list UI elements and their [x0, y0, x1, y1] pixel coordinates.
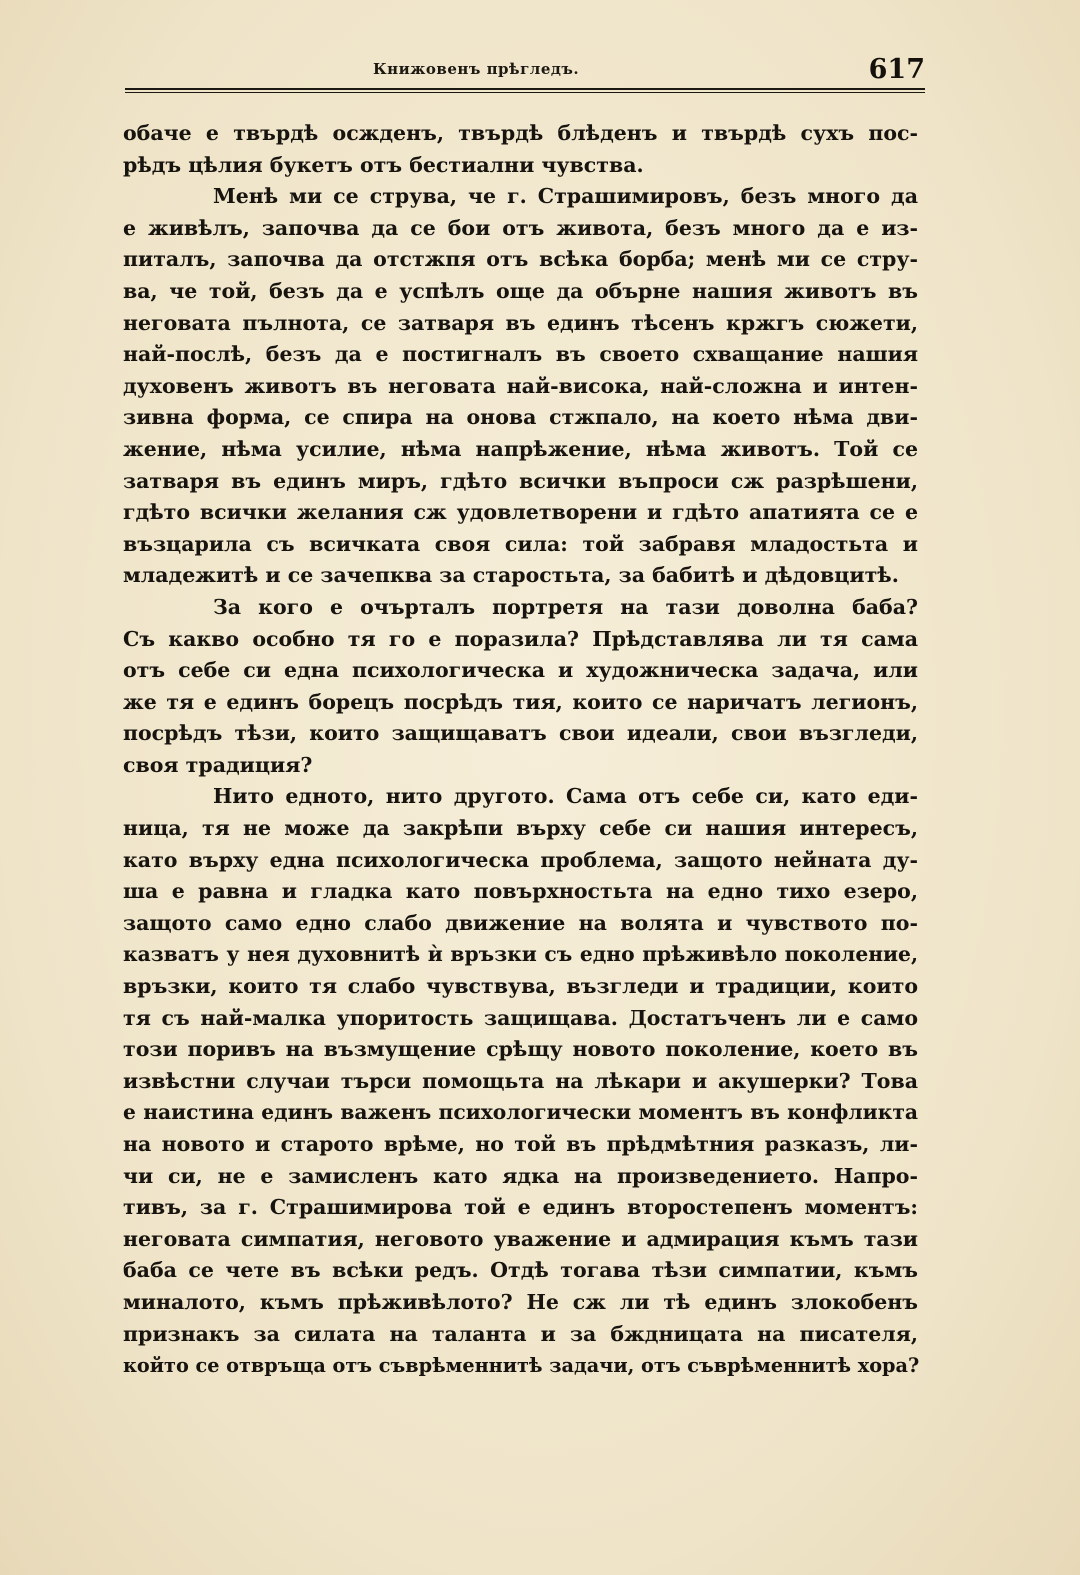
- text-line: е наистина единъ важенъ психологически моментъ въ конфликта: [123, 1100, 918, 1125]
- text-line: ша е равна и гладка като повърхностьта на едно тихо езеро,: [123, 879, 918, 904]
- text-line: връзки, които тя слабо чувствува, възгледи и традиции, които: [123, 974, 918, 999]
- header-rule: [125, 88, 925, 90]
- text-line: извѣстни случаи търси помощьта на лѣкари и акушерки? Това: [123, 1068, 918, 1093]
- text-line: признакъ за силата на таланта и за бждницата на писателя,: [123, 1321, 918, 1346]
- header-rule-thin: [125, 92, 925, 93]
- text-line: тивъ, за г. Страшимирова той е единъ второстепенъ моментъ:: [123, 1195, 918, 1220]
- text-line: За кого е очърталъ портретя на тази доволна баба?: [213, 594, 918, 619]
- text-line: чи си, не е замисленъ като ядка на произведението. Напро-: [123, 1163, 918, 1188]
- text-line: рѣдъ цѣлия букетъ отъ бестиални чувства.: [123, 152, 644, 177]
- text-line: Съ какво особно тя го е поразила? Прѣдставлява ли тя сама: [123, 626, 918, 651]
- text-line: който се отвръща отъ съврѣменнитѣ задачи, отъ съврѣменнитѣ хора?: [123, 1354, 920, 1378]
- text-line: гдѣто всички желания сж удовлетворени и гдѣто апатията се е: [123, 500, 918, 525]
- text-line: младежитѣ и се зачепква за старостьта, за бабитѣ и дѣдовцитѣ.: [123, 563, 899, 588]
- text-line: баба се чете въ всѣки редъ. Отдѣ тогава тѣзи симпатии, къмъ: [123, 1258, 918, 1283]
- text-line: жение, нѣма усилие, нѣма напрѣжение, нѣма животъ. Той се: [123, 436, 918, 461]
- text-line: казватъ у нея духовнитѣ ѝ връзки съ едно прѣживѣло поколение,: [123, 942, 918, 967]
- text-line: ница, тя не може да закрѣпи върху себе си нашия интересъ,: [123, 816, 918, 841]
- text-line: този поривъ на възмущение срѣщу новото поколение, което въ: [123, 1037, 918, 1062]
- text-line: защото само едно слабо движение на волята и чувството по-: [123, 910, 918, 935]
- text-line: неговата симпатия, неговото уважение и адмирация къмъ тази: [123, 1226, 918, 1251]
- text-line: духовенъ животъ въ неговата най-висока, най-сложна и интен-: [123, 373, 918, 398]
- text-line: ва, че той, безъ да е успѣлъ още да обърне нашия животъ въ: [123, 278, 918, 303]
- text-line: възцарила съ всичката своя сила: той забравя младостьта и: [123, 531, 918, 556]
- text-line: най-послѣ, безъ да е постигналъ въ своето схващание нашия: [123, 342, 918, 367]
- text-line: посрѣдъ тѣзи, които защищаватъ свои идеали, свои възгледи,: [123, 721, 918, 746]
- text-line: на новото и старото врѣме, но той въ прѣдмѣтния разказъ, ли-: [123, 1132, 918, 1156]
- body-text: [123, 118, 918, 1382]
- page-header: [125, 52, 925, 92]
- text-line: Нито едното, нито другото. Сама отъ себе си, като еди-: [213, 784, 918, 809]
- text-line: неговата пълнота, се затваря въ единъ тѣсенъ кржгъ сюжети,: [123, 310, 918, 335]
- page-number: 617: [868, 54, 925, 85]
- text-line: обаче е твърдѣ осжденъ, твърдѣ блѣденъ и твърдѣ сухъ пос-: [123, 121, 918, 145]
- text-line: отъ себе си една психологическа и художническа задача, или: [123, 658, 918, 683]
- text-line: е живѣлъ, започва да се бои отъ живота, безъ много да е из-: [123, 215, 918, 240]
- text-line: миналото, къмъ прѣживѣлото? Не сж ли тѣ единъ злокобенъ: [123, 1289, 918, 1314]
- text-line: питалъ, започва да отстжпя отъ всѣка борба; менѣ ми се стру-: [123, 247, 918, 272]
- text-line: затваря въ единъ миръ, гдѣто всички въпроси сж разрѣшени,: [123, 468, 918, 493]
- text-line: зивна форма, се спира на онова стжпало, на което нѣма дви-: [123, 405, 918, 430]
- text-line: като върху една психологическа проблема, защото нейната ду-: [123, 847, 918, 872]
- text-line: Менѣ ми се струва, че г. Страшимировъ, безъ много да: [213, 184, 918, 209]
- running-title: Книжовенъ прѣгледъ.: [373, 60, 580, 78]
- text-line: же тя е единъ борецъ посрѣдъ тия, които се наричатъ легионъ,: [123, 689, 918, 714]
- text-line: своя традиция?: [123, 752, 313, 777]
- text-line: тя съ най-малка упоритость защищава. Достатъченъ ли е само: [123, 1005, 918, 1030]
